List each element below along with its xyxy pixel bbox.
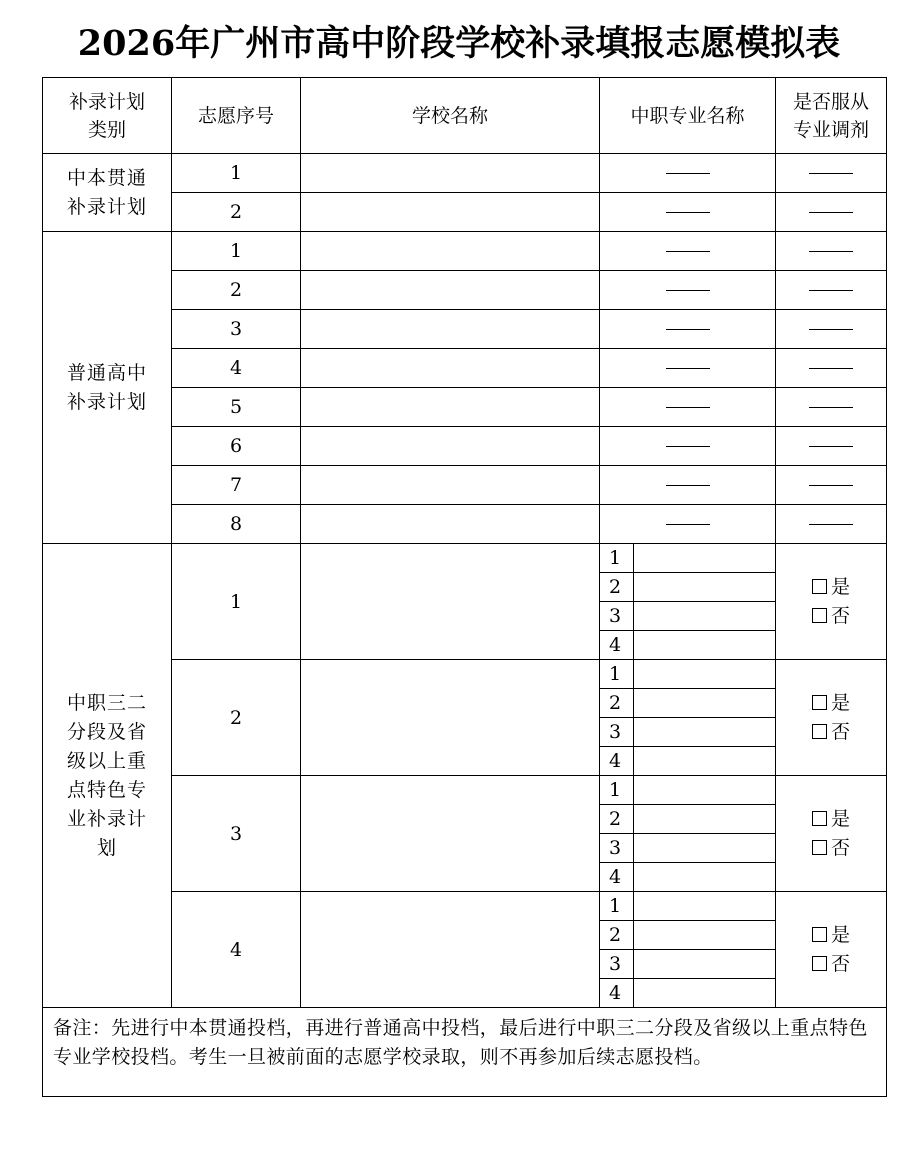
major-slot-number: 1 [600, 544, 634, 573]
school-name-field[interactable] [301, 466, 600, 505]
adjust-na [776, 388, 887, 427]
adjust-na [776, 232, 887, 271]
table-row [43, 232, 887, 271]
dash-placeholder [666, 251, 710, 252]
category-line: 业补录计 [66, 807, 147, 830]
order-number: 3 [172, 776, 301, 892]
major-name-na [600, 232, 776, 271]
order-number: 7 [172, 466, 301, 505]
adjust-no-label: 否 [831, 720, 851, 743]
adjust-yes-label: 是 [831, 575, 851, 598]
major-slot-number: 4 [600, 979, 634, 1008]
order-number: 8 [172, 505, 301, 544]
category-line: 中本贯通 [66, 166, 147, 189]
major-name-na [600, 427, 776, 466]
dash-placeholder [666, 446, 710, 447]
order-number: 4 [172, 349, 301, 388]
form-body [43, 78, 887, 1097]
order-number: 2 [172, 193, 301, 232]
major-slot-number: 1 [600, 660, 634, 689]
dash-placeholder [666, 485, 710, 486]
major-slot-number: 4 [600, 863, 634, 892]
major-slot-number: 3 [600, 602, 634, 631]
dash-placeholder [666, 212, 710, 213]
order-number: 4 [172, 892, 301, 1008]
category-line: 分段及省 [66, 720, 147, 743]
major-slot-number: 2 [600, 921, 634, 950]
major-name-field[interactable] [634, 573, 776, 602]
header-adjust-line2: 专业调剂 [793, 118, 870, 141]
adjust-choice-group [812, 689, 850, 747]
major-slot-number: 3 [600, 718, 634, 747]
adjust-na [776, 193, 887, 232]
adjust-no-option[interactable] [812, 602, 850, 631]
volunteer-form-table [42, 77, 887, 1097]
school-name-field[interactable] [301, 349, 600, 388]
school-name-field[interactable] [301, 660, 600, 776]
checkbox-icon[interactable] [812, 724, 827, 739]
header-category-line2: 类别 [87, 118, 126, 141]
major-name-field[interactable] [634, 631, 776, 660]
major-slot-number: 3 [600, 950, 634, 979]
adjust-no-option[interactable] [812, 718, 850, 747]
order-number: 5 [172, 388, 301, 427]
table-row [43, 544, 887, 573]
major-name-field[interactable] [634, 834, 776, 863]
major-slot-number: 1 [600, 892, 634, 921]
school-name-field[interactable] [301, 193, 600, 232]
school-name-field[interactable] [301, 427, 600, 466]
form-title: 2026年广州市高中阶段学校补录填报志愿模拟表 [77, 23, 841, 64]
dash-placeholder [666, 173, 710, 174]
major-slot-number: 4 [600, 747, 634, 776]
major-name-field[interactable] [634, 660, 776, 689]
adjust-no-option[interactable] [812, 950, 850, 979]
major-name-field[interactable] [634, 776, 776, 805]
adjust-yes-label: 是 [831, 807, 851, 830]
header-row [43, 78, 887, 154]
major-name-field[interactable] [634, 863, 776, 892]
order-number: 1 [172, 544, 301, 660]
adjust-no-label: 否 [831, 604, 851, 627]
checkbox-icon[interactable] [812, 840, 827, 855]
dash-placeholder [809, 290, 853, 291]
major-name-field[interactable] [634, 950, 776, 979]
dash-placeholder [809, 329, 853, 330]
adjust-na [776, 310, 887, 349]
adjust-yes-option[interactable] [812, 689, 850, 718]
major-name-na [600, 466, 776, 505]
header-adjust [776, 78, 887, 154]
major-name-na [600, 310, 776, 349]
dash-placeholder [809, 251, 853, 252]
major-name-field[interactable] [634, 747, 776, 776]
major-name-field[interactable] [634, 979, 776, 1008]
major-name-na [600, 271, 776, 310]
adjust-options [776, 544, 887, 660]
category-line: 划 [96, 836, 117, 859]
school-name-field[interactable] [301, 310, 600, 349]
dash-placeholder [666, 407, 710, 408]
adjust-na [776, 154, 887, 193]
major-name-field[interactable] [634, 805, 776, 834]
dash-placeholder [666, 290, 710, 291]
adjust-choice-group [812, 805, 850, 863]
major-name-field[interactable] [634, 921, 776, 950]
major-name-na [600, 388, 776, 427]
checkbox-icon[interactable] [812, 811, 827, 826]
adjust-yes-label: 是 [831, 691, 851, 714]
adjust-no-option[interactable] [812, 834, 850, 863]
school-name-field[interactable] [301, 232, 600, 271]
major-slot-number: 2 [600, 573, 634, 602]
major-name-field[interactable] [634, 892, 776, 921]
major-name-field[interactable] [634, 602, 776, 631]
school-name-field[interactable] [301, 271, 600, 310]
header-category-line1: 补录计划 [68, 90, 145, 113]
table-row [43, 154, 887, 193]
major-name-na [600, 505, 776, 544]
school-name-field[interactable] [301, 892, 600, 1008]
category-line: 普通高中 [66, 361, 147, 384]
adjust-options [776, 892, 887, 1008]
adjust-na [776, 349, 887, 388]
adjust-yes-option[interactable] [812, 921, 850, 950]
dash-placeholder [809, 407, 853, 408]
order-number: 2 [172, 660, 301, 776]
order-number: 2 [172, 271, 301, 310]
header-adjust-line1: 是否服从 [793, 90, 870, 113]
adjust-choice-group [812, 573, 850, 631]
major-name-field[interactable] [634, 544, 776, 573]
school-name-field[interactable] [301, 776, 600, 892]
adjust-na [776, 271, 887, 310]
adjust-na [776, 427, 887, 466]
adjust-na [776, 466, 887, 505]
dash-placeholder [809, 524, 853, 525]
school-name-field[interactable] [301, 388, 600, 427]
dash-placeholder [666, 524, 710, 525]
header-school: 学校名称 [301, 78, 600, 154]
category-line: 补录计划 [66, 390, 147, 413]
adjust-na [776, 505, 887, 544]
adjust-yes-option[interactable] [812, 573, 850, 602]
category-line: 级以上重 [66, 749, 147, 772]
major-name-field[interactable] [634, 718, 776, 747]
order-number: 3 [172, 310, 301, 349]
category-integrated [43, 154, 172, 232]
category-vocational [43, 544, 172, 1008]
dash-placeholder [809, 368, 853, 369]
adjust-no-label: 否 [831, 836, 851, 859]
checkbox-icon[interactable] [812, 608, 827, 623]
checkbox-icon[interactable] [812, 956, 827, 971]
adjust-yes-label: 是 [831, 923, 851, 946]
dash-placeholder [666, 368, 710, 369]
header-category [43, 78, 172, 154]
checkbox-icon[interactable] [812, 695, 827, 710]
order-number: 1 [172, 154, 301, 193]
school-name-field[interactable] [301, 505, 600, 544]
major-slot-number: 3 [600, 834, 634, 863]
dash-placeholder [809, 212, 853, 213]
major-slot-number: 4 [600, 631, 634, 660]
category-line: 中职三二 [66, 691, 147, 714]
dash-placeholder [809, 446, 853, 447]
dash-placeholder [809, 173, 853, 174]
adjust-choice-group [812, 921, 850, 979]
order-number: 6 [172, 427, 301, 466]
category-line: 点特色专 [66, 778, 147, 801]
major-slot-number: 2 [600, 805, 634, 834]
adjust-options [776, 776, 887, 892]
note-text: 备注：先进行中本贯通投档，再进行普通高中投档，最后进行中职三二分段及省级以上重点特色专业学校投档。考生一旦被前面的志愿学校录取，则不再参加后续志愿投档。 [43, 1008, 887, 1097]
school-name-field[interactable] [301, 154, 600, 193]
checkbox-icon[interactable] [812, 927, 827, 942]
category-line: 补录计划 [66, 195, 147, 218]
dash-placeholder [666, 329, 710, 330]
adjust-no-label: 否 [831, 952, 851, 975]
note-row [43, 1008, 887, 1097]
major-slot-number: 1 [600, 776, 634, 805]
major-name-na [600, 154, 776, 193]
major-slot-number: 2 [600, 689, 634, 718]
checkbox-icon[interactable] [812, 579, 827, 594]
adjust-yes-option[interactable] [812, 805, 850, 834]
major-name-na [600, 193, 776, 232]
header-major: 中职专业名称 [600, 78, 776, 154]
order-number: 1 [172, 232, 301, 271]
dash-placeholder [809, 485, 853, 486]
school-name-field[interactable] [301, 544, 600, 660]
adjust-options [776, 660, 887, 776]
major-name-field[interactable] [634, 689, 776, 718]
header-order: 志愿序号 [172, 78, 301, 154]
category-general [43, 232, 172, 544]
major-name-na [600, 349, 776, 388]
